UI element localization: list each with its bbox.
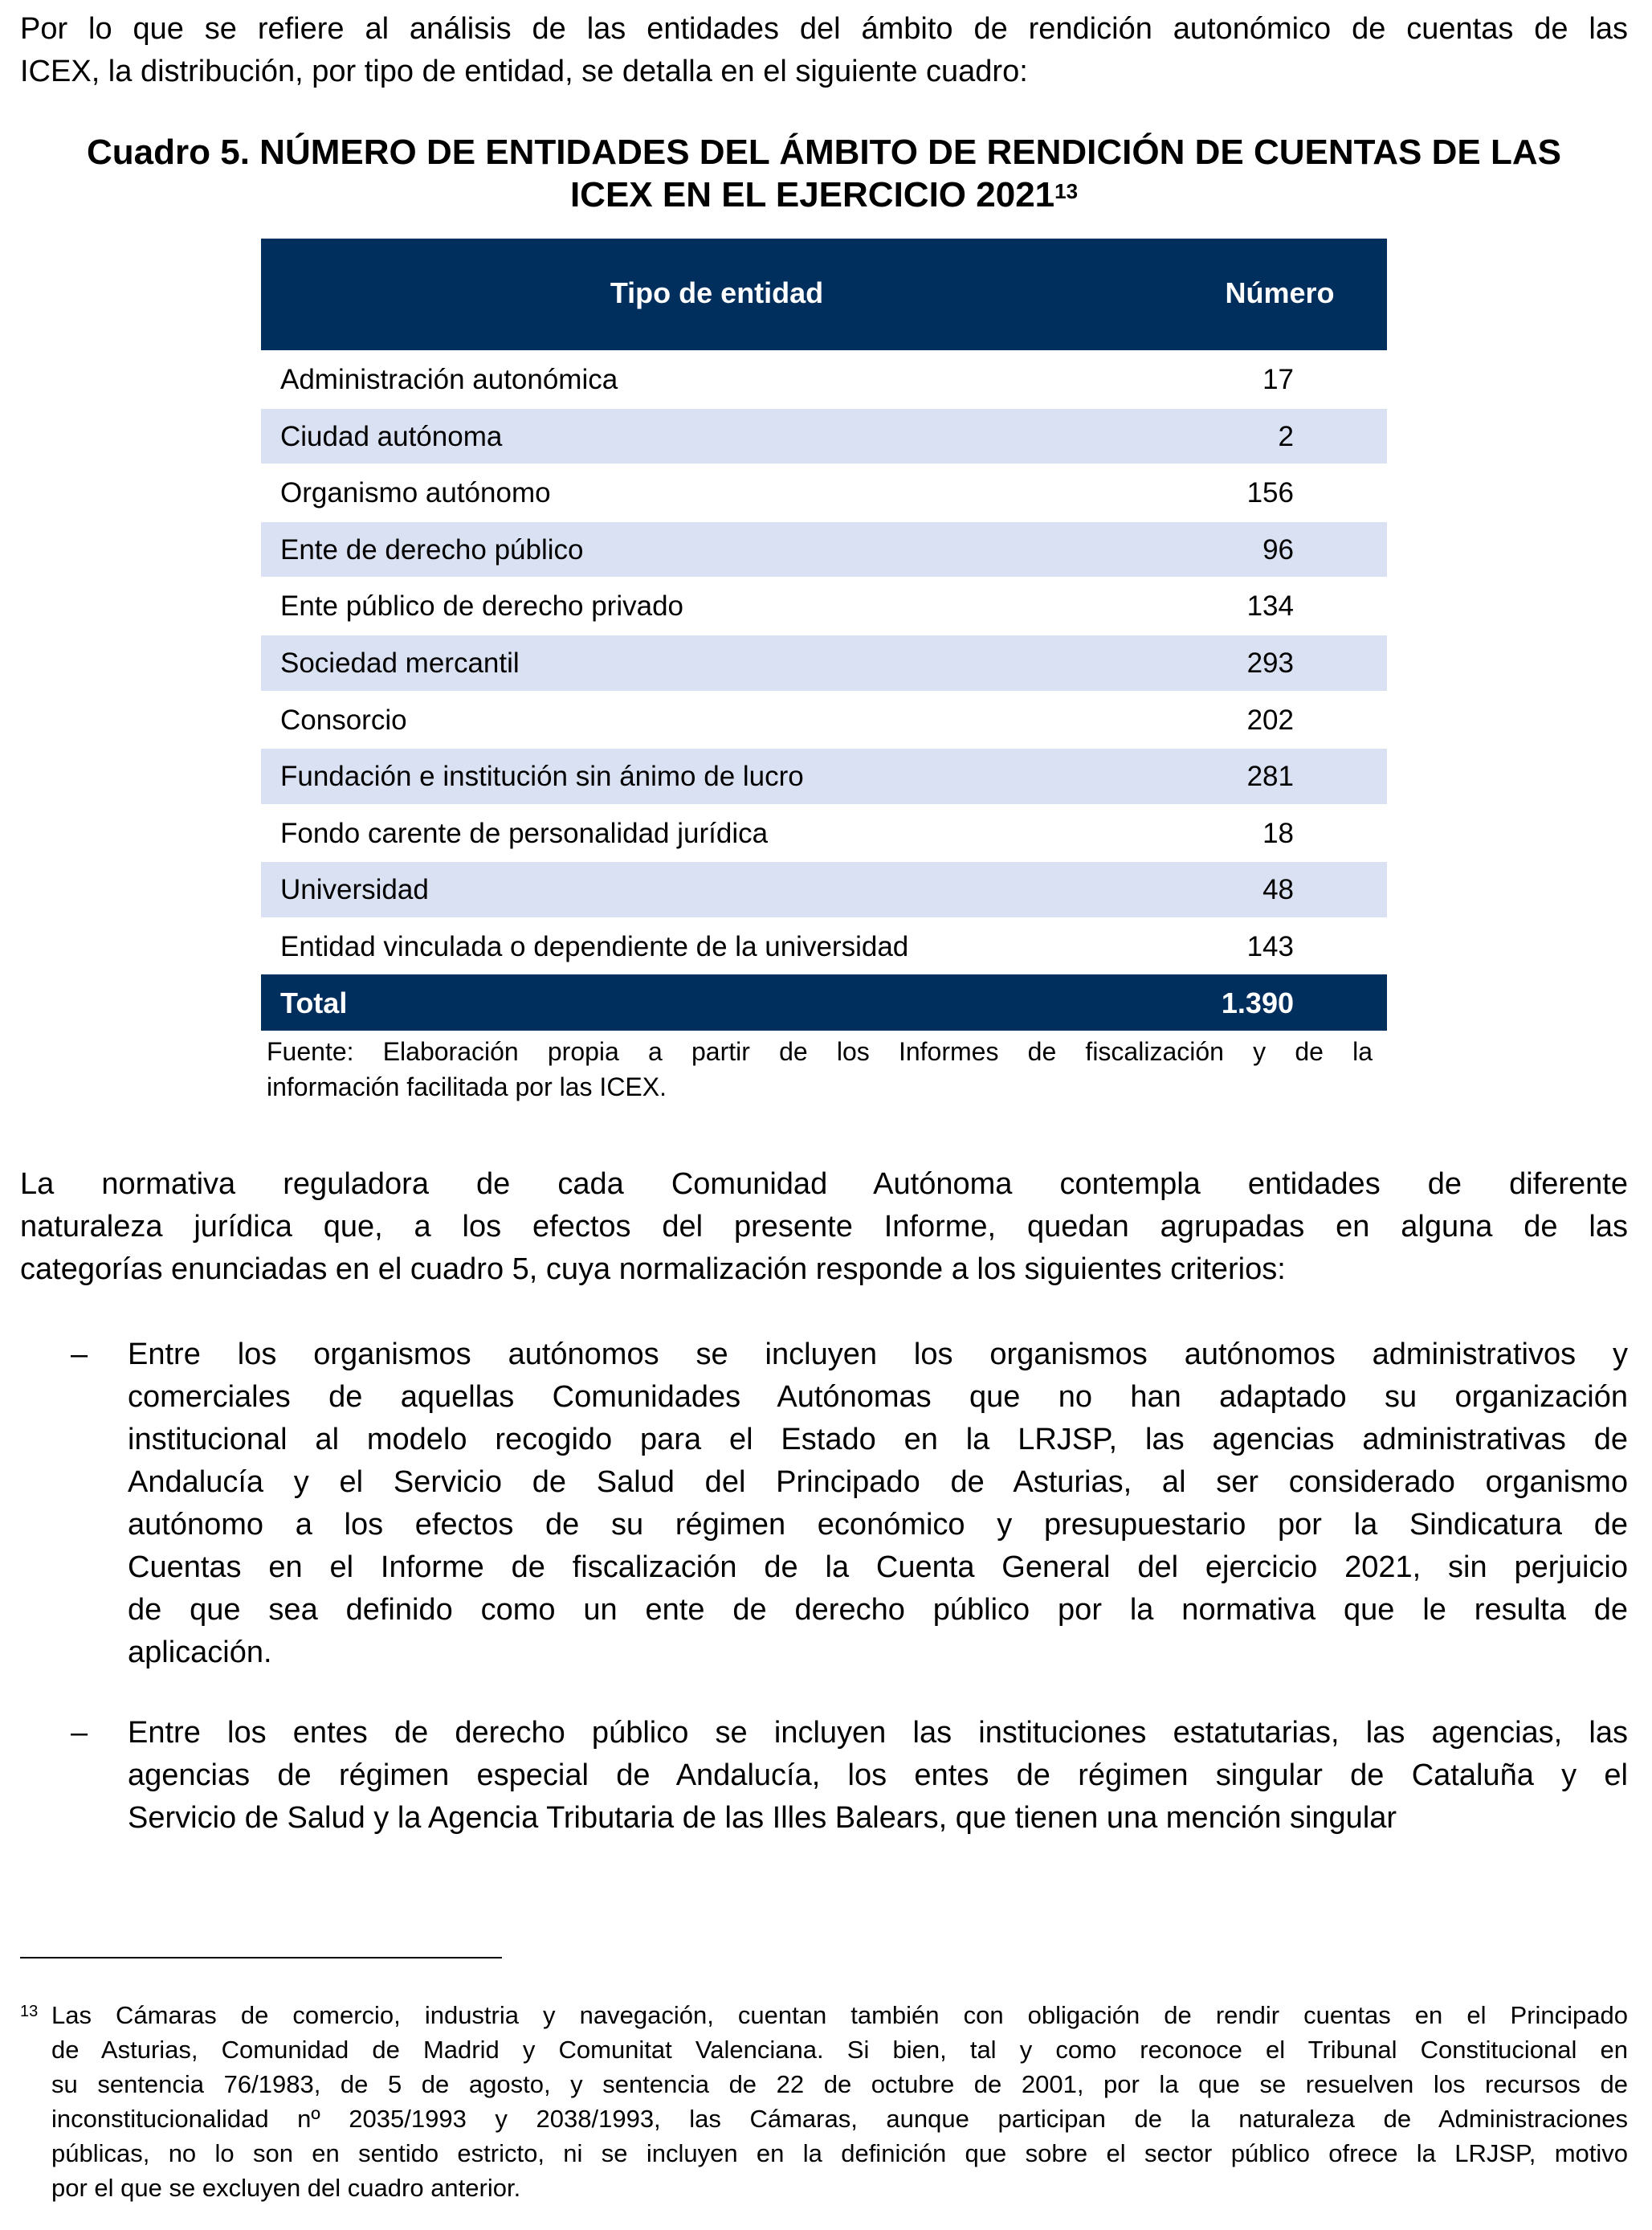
text-line: ICEX, la distribución, por tipo de entidad, se detalla en el siguiente cuadro: — [20, 55, 1028, 88]
entity-type: Fondo carente de personalidad jurídica — [280, 817, 769, 849]
table-row — [261, 350, 1387, 407]
entity-type: Fundación e institución sin ánimo de lucro — [280, 761, 804, 793]
entity-count: 134 — [1246, 590, 1294, 623]
entity-count: 202 — [1246, 704, 1294, 736]
table-source — [267, 1034, 1373, 1105]
entity-count: 156 — [1246, 477, 1294, 509]
table-row — [261, 407, 1387, 464]
text-line: públicas, no lo son en sentido estricto, ni se incluyen en la definición que sobre el sector público ofrece la LRJSP, motivo — [51, 2139, 1628, 2167]
dash-marker: – — [71, 1338, 88, 1371]
entity-type: Ente público de derecho privado — [280, 590, 684, 623]
table-row — [261, 521, 1387, 578]
entity-count: 18 — [1262, 817, 1294, 849]
footnote-ref[interactable]: 13 — [1054, 179, 1079, 203]
text-line: autónomo a los efectos de su régimen económico y presupuestario por la Sindicatura de — [128, 1508, 1628, 1542]
text-line: información facilitada por las ICEX. — [267, 1072, 667, 1101]
table-row — [261, 917, 1387, 974]
footnote-separator — [20, 1957, 502, 1958]
entity-type: Ciudad autónoma — [280, 420, 503, 452]
title-line: ICEX EN EL EJERCICIO 2021 — [569, 175, 1055, 214]
table-row — [261, 804, 1387, 861]
text-line: Cuentas en el Informe de fiscalización de la Cuenta General del ejercicio 2021, sin perjuicio — [128, 1550, 1628, 1584]
bullet-item — [71, 1334, 1628, 1674]
entity-count: 143 — [1246, 930, 1294, 962]
entity-type: Sociedad mercantil — [280, 647, 520, 679]
text-line: Por lo que se refiere al análisis de las entidades del ámbito de rendición autonómico de cuentas de las — [20, 12, 1628, 46]
table-row — [261, 464, 1387, 521]
entity-type: Entidad vinculada o dependiente de la universidad — [280, 930, 909, 962]
table-row — [261, 634, 1387, 691]
table-header — [261, 239, 1387, 350]
entity-type: Administración autonómica — [280, 364, 618, 395]
text-line: agencias de régimen especial de Andalucía, los entes de régimen singular de Cataluña y el — [128, 1758, 1628, 1792]
text-line: Servicio de Salud y la Agencia Tributaria de las Illes Balears, que tienen una mención singular — [128, 1801, 1397, 1835]
entity-count: 48 — [1262, 874, 1294, 906]
text-line: comerciales de aquellas Comunidades Autónomas que no han adaptado su organización — [128, 1380, 1628, 1414]
text-line: su sentencia 76/1983, de 5 de agosto, y sentencia de 22 de octubre de 2001, por la que se resuelven los recursos de — [51, 2070, 1628, 2098]
entity-type: Organismo autónomo — [280, 477, 551, 509]
total-value: 1.390 — [1221, 986, 1294, 1019]
entity-type: Universidad — [280, 874, 429, 906]
total-label: Total — [280, 986, 348, 1019]
table-title — [20, 131, 1628, 216]
text-line: Fuente: Elaboración propia a partir de los Informes de fiscalización y de la — [267, 1037, 1373, 1066]
entity-count: 17 — [1262, 364, 1294, 395]
footnote — [20, 1998, 1628, 2205]
text-line: por el que se excluyen del cuadro anterior. — [51, 2174, 521, 2202]
entity-count: 281 — [1246, 761, 1294, 793]
bullet-item — [71, 1712, 1628, 1840]
title-line: Cuadro 5. NÚMERO DE ENTIDADES DEL ÁMBITO DE RENDICIÓN DE CUENTAS DE LAS — [87, 133, 1561, 172]
text-line: naturaleza jurídica que, a los efectos del presente Informe, quedan agrupadas en alguna de las — [20, 1210, 1628, 1244]
text-line: categorías enunciadas en el cuadro 5, cuya normalización responde a los siguientes criterios: — [20, 1252, 1286, 1286]
text-line: Las Cámaras de comercio, industria y navegación, cuentan también con obligación de rendir cuentas en el Principado — [51, 2001, 1628, 2029]
dash-marker: – — [71, 1716, 88, 1750]
text-line: de Asturias, Comunidad de Madrid y Comunitat Valenciana. Si bien, tal y como reconoce el Tribunal Constitucional en — [51, 2036, 1628, 2064]
header-tipo: Tipo de entidad — [610, 276, 824, 309]
entity-type: Consorcio — [280, 704, 407, 736]
table-row — [261, 577, 1387, 634]
entity-count: 96 — [1262, 533, 1294, 566]
text-line: Entre los entes de derecho público se incluyen las instituciones estatutarias, las agencias, las — [128, 1716, 1628, 1750]
header-numero: Número — [1225, 276, 1335, 309]
table-row — [261, 747, 1387, 804]
table-row — [261, 691, 1387, 748]
intro-paragraph — [20, 8, 1628, 93]
text-line: La normativa reguladora de cada Comunidad Autónoma contempla entidades de diferente — [20, 1167, 1628, 1201]
text-line: inconstitucionalidad nº 2035/1993 y 2038/1993, las Cámaras, aunque participan de la naturaleza de Administraciones — [51, 2105, 1628, 2133]
entity-count: 293 — [1246, 647, 1294, 679]
entity-type: Ente de derecho público — [280, 533, 584, 566]
text-line: de que sea definido como un ente de derecho público por la normativa que le resulta de — [128, 1593, 1628, 1627]
text-line: institucional al modelo recogido para el Estado en la LRJSP, las agencias administrativas de — [128, 1423, 1628, 1456]
table-row — [261, 860, 1387, 917]
footnote-mark: 13 — [20, 2003, 39, 2020]
text-line: aplicación. — [128, 1636, 272, 1669]
entities-table — [261, 239, 1387, 1031]
body-paragraph — [20, 1163, 1628, 1291]
total-row — [261, 974, 1387, 1031]
text-line: Entre los organismos autónomos se incluyen los organismos autónomos administrativos y — [128, 1338, 1628, 1371]
entity-count: 2 — [1278, 420, 1294, 452]
text-line: Andalucía y el Servicio de Salud del Principado de Asturias, al ser considerado organismo — [128, 1465, 1628, 1499]
